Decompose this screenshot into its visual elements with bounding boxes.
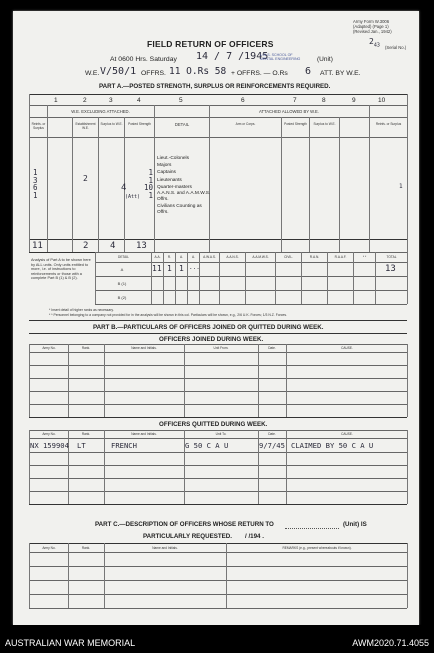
rank-item: Quarter-masters [157, 184, 192, 190]
archive-footer [0, 625, 434, 653]
col-number: 5 [179, 97, 183, 104]
part-c-col-header: Rank. [81, 546, 91, 550]
joined-col-header: Army No. [42, 346, 56, 350]
army-form-number [353, 19, 415, 34]
quitted-unit-to: G 50 C A U [185, 441, 229, 450]
analysis-header: A. [191, 255, 195, 259]
attached-count: 6 [305, 66, 312, 77]
rank-item: Civilians Counting as Offrs. [157, 204, 202, 215]
analysis-row-label: A [120, 267, 124, 272]
analysis-header: * * [362, 255, 367, 259]
total-col3: 4 [110, 241, 116, 251]
analysis-header: CIVIL. [284, 255, 293, 259]
rank-item: Lieut.-Colonels [157, 156, 189, 161]
analysis-header: A.A. [154, 255, 161, 259]
col-header: Posted Strength [128, 122, 151, 126]
joined-col-header: Name and Initials. [131, 346, 157, 350]
archive-reference: AWM2020.71.4055 [352, 638, 429, 648]
part-c-heading: PART C.—DESCRIPTION OF OFFICERS WHOSE RETURN TO [95, 521, 274, 528]
col1-values: 1 3 6 1 [33, 168, 38, 200]
form-title: FIELD RETURN OF OFFICERS [147, 39, 274, 49]
analysis-header: R.A.A.F. [334, 255, 347, 259]
joined-heading: OFFICERS JOINED DURING WEEK. [159, 336, 264, 343]
part-b-heading: PART B.—PARTICULARS OF OFFICERS JOINED OR QUITTED DURING WEEK. [93, 324, 324, 331]
plus-offrs-label: + OFFRS. — O.Rs [231, 70, 288, 77]
col-header: Surplus to W.E. [313, 122, 336, 126]
quitted-rank: LT [77, 441, 86, 450]
col-number: 9 [352, 97, 356, 104]
quitted-heading: OFFICERS QUITTED DURING WEEK. [159, 421, 268, 428]
offrs-ors-count: 11 O.Rs 58 [169, 66, 227, 77]
part-c-col-header: REMARKS (e.g., present whereabouts if known). [282, 546, 352, 550]
quitted-name: FRENCH [111, 441, 137, 450]
quitted-army-no: NX 159904 [30, 441, 69, 450]
army-form-label: Army Form W.3006 [353, 19, 390, 24]
analysis-header: A. [179, 255, 183, 259]
col-number: 8 [322, 97, 326, 104]
col-number: 7 [293, 97, 297, 104]
form-note-2: (Revised Jan., 1942) [353, 29, 392, 34]
part-c-col-header: Army No. [42, 546, 56, 550]
document-sheet [13, 11, 419, 625]
quitted-col-header: Date. [268, 432, 276, 436]
analysis-value-a2: ... [189, 264, 200, 271]
rank-list [157, 155, 211, 215]
col5-values: 1 1 10 1 [143, 168, 153, 200]
at-time-label: At 0600 Hrs. Saturday [110, 56, 177, 63]
analysis-header: A.A.M.W.S. [252, 255, 269, 259]
col-number: 10 [378, 97, 386, 104]
quitted-col-header: Name and Initials. [131, 432, 157, 436]
unit-label: (Unit) [317, 56, 333, 63]
rank-item: A.A.N.S. and A.A.M.W.S. Offrs. [157, 191, 211, 202]
att-by-we-label: ATT. BY W.E. [320, 70, 361, 77]
form-note-1: (Adapted) (Page 1) [353, 24, 389, 29]
analysis-total: 13 [385, 264, 396, 274]
joined-col-header: CAUSE. [341, 346, 353, 350]
analysis-header: A.W.A.S. [203, 255, 216, 259]
analysis-row-label: B (1) [117, 281, 127, 286]
col-number: 1 [54, 97, 58, 104]
we-number: V/50/1 [100, 66, 137, 77]
joined-col-header: Rank. [81, 346, 91, 350]
offrs-label: OFFRS. [141, 70, 166, 77]
footnote-2: * * Personnel belonging to a company not provided for in the analysis will be shown in this col. Particulars will be shown, e.g., 2/6 U.K. Forces; 1/3 N.Z. Forces. [49, 313, 288, 317]
return-date: 14 / 7 /1945 [196, 51, 269, 62]
col-header: Establishment W.E. [75, 122, 96, 130]
rank-item: Captains [157, 170, 176, 176]
analysis-text: Analysis of Part A to be shown here by ALL units. Only units entitled to more, i.e. of instructions to reinforcements or those with a complete Part B (1) & B (2). [31, 258, 91, 281]
quitted-col-header: Rank. [81, 432, 91, 436]
col-header: Surplus to W.E. [100, 122, 123, 126]
serial-label: (Serial No.) [385, 45, 407, 50]
quitted-col-header: Army No. [42, 432, 56, 436]
part-c-unit-label: (Unit) IS [343, 521, 367, 528]
col2-value: 2 [83, 174, 88, 183]
we-label: W.E. [85, 70, 100, 77]
analysis-value-aa: 11 [152, 264, 162, 273]
analysis-header: DETAIL [118, 255, 129, 259]
analysis-header: A.A.N.S. [226, 255, 239, 259]
part-c-heading-line2: PARTICULARLY REQUESTED. [143, 533, 232, 540]
col4-value: 4 [121, 183, 127, 193]
joined-col-header: Date. [268, 346, 276, 350]
analysis-header: R.A.N. [309, 255, 320, 259]
col-number: 3 [109, 97, 113, 104]
col-header: Posted Strength [284, 122, 307, 126]
quitted-cause: CLAIMED BY 50 C A U [291, 441, 374, 450]
rank-item: Majors [157, 163, 172, 169]
col-header: Reinfs. or Surplus [375, 122, 402, 126]
attached-allowed-header: ATTACHED ALLOWED BY W.E. [258, 109, 320, 114]
part-a-heading: PART A.—POSTED STRENGTH, SURPLUS OR REINFORCEMENTS REQUIRED. [99, 83, 331, 90]
quitted-date: 9/7/45 [259, 441, 285, 450]
quitted-row [13, 441, 419, 453]
col-number: 2 [83, 97, 87, 104]
analysis-value-a: 1 [179, 264, 184, 273]
col4-note: (Att) [125, 194, 141, 200]
analysis-header: R. [167, 255, 172, 259]
column-numbers [13, 97, 419, 105]
joined-col-header: Unit From. [213, 346, 229, 350]
quitted-col-header: CAUSE. [341, 432, 353, 436]
analysis-value-r: 1 [167, 264, 172, 273]
total-col2: 2 [83, 241, 89, 251]
rank-item: Lieutenants [157, 177, 182, 183]
col-number: 6 [241, 97, 245, 104]
serial-number: $2_{43}$ [369, 37, 380, 49]
quitted-col-header: Unit To. [215, 432, 227, 436]
col-header: Reinfs. or Surplus [31, 122, 46, 130]
footnote-1: * Insert detail of higher ranks as necessary. [49, 308, 114, 312]
col10-value: 1 [399, 183, 403, 190]
we-excluding-attached-header: W.E. EXCLUDING ATTACHED. [71, 109, 130, 114]
archive-name: AUSTRALIAN WAR MEMORIAL [5, 638, 136, 648]
part-c-col-header: Name and Initials. [152, 546, 178, 550]
unit-stamp: U.N.S. SCHOOL OF MENTAL ENGINEERING [260, 53, 301, 61]
analysis-header: TOTAL [386, 255, 397, 259]
total-col1: 11 [32, 241, 43, 251]
analysis-row-label: B (2) [117, 295, 127, 300]
col-header: DETAIL [174, 122, 190, 127]
col-header: Arm or Corps. [235, 122, 256, 126]
part-c-date: / /194 . [245, 533, 264, 540]
col-number: 4 [137, 97, 141, 104]
total-col4: 13 [136, 241, 147, 251]
